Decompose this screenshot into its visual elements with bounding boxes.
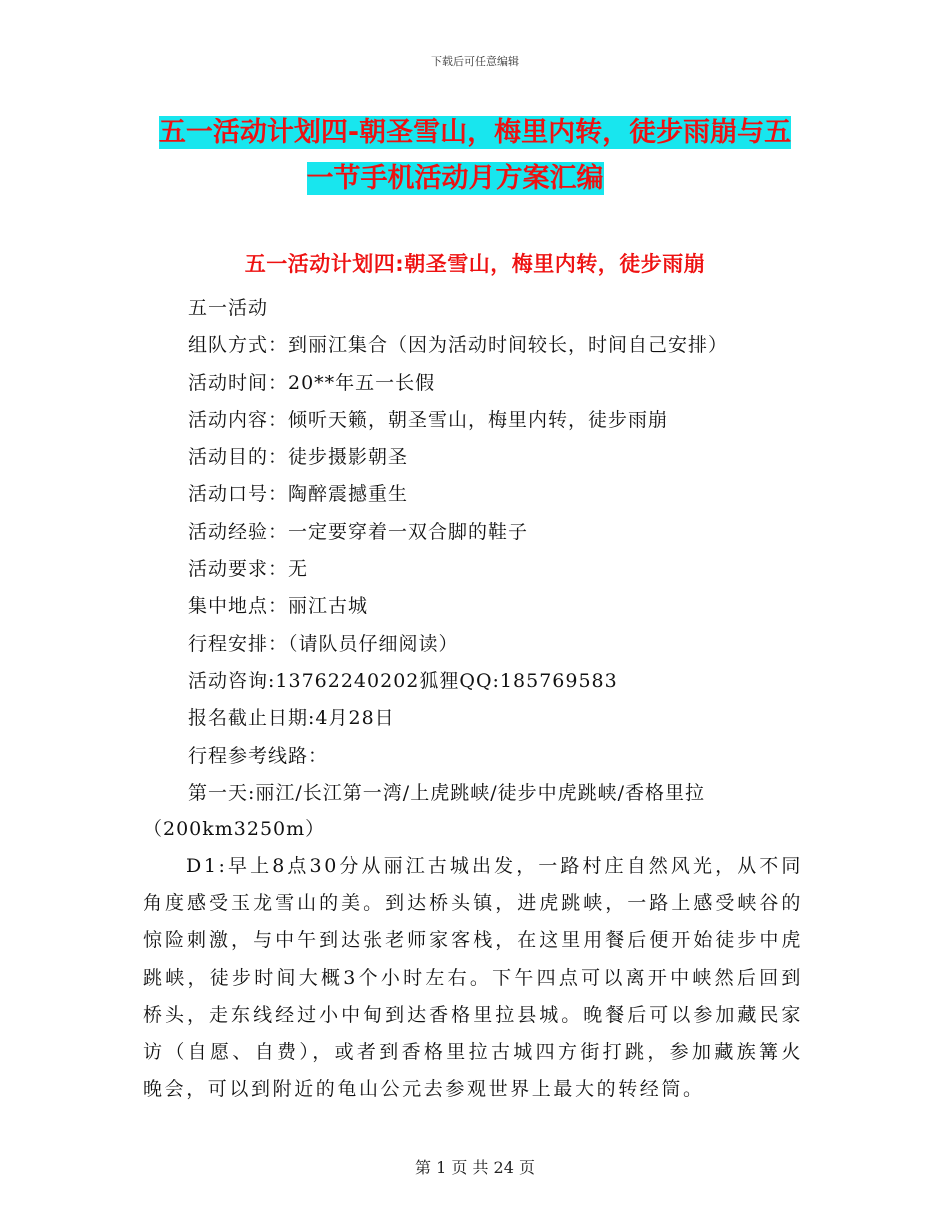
document-title	[0, 110, 950, 202]
body-line: 报名截止日期:4月28日	[188, 707, 395, 730]
body-line: 活动经验：一定要穿着一双合脚的鞋子	[188, 520, 529, 543]
title-line-2: 一节手机活动月方案汇编	[306, 163, 604, 194]
page-number: 第 1 页 共 24 页	[415, 1158, 535, 1177]
title-line-1: 五一活动计划四-朝圣雪山，梅里内转，徒步雨崩与五	[158, 117, 792, 148]
section-heading: 五一活动计划四:朝圣雪山，梅里内转，徒步雨崩	[244, 252, 706, 276]
activity-info-list	[188, 290, 808, 812]
body-line: 活动内容：倾听天籁，朝圣雪山，梅里内转，徒步雨崩	[188, 408, 669, 431]
body-line: 五一活动	[188, 297, 269, 319]
body-line: 活动时间：20**年五一长假	[188, 371, 436, 394]
header-note: 下载后可任意编辑	[431, 55, 519, 68]
route-distance: （200km3250m）	[143, 818, 326, 840]
body-line: 组队方式：到丽江集合（因为活动时间较长，时间自己安排）	[188, 334, 729, 357]
body-line: 活动要求：无	[188, 558, 309, 581]
body-line: 活动咨询:13762240202狐狸QQ:185769583	[188, 669, 618, 692]
body-line: 行程安排：（请队员仔细阅读）	[188, 632, 459, 655]
body-line: 第一天:丽江/长江第一湾/上虎跳峡/徒步中虎跳峡/香格里拉	[188, 781, 706, 804]
day-one-paragraph: D1:早上8点30分从丽江古城出发，一路村庄自然风光，从不同角度感受玉龙雪山的美。到达桥头镇，进虎跳峡，一路上感受峡谷的惊险刺激，与中午到达张老师家客栈，在这里用餐后便开始徒步中虎跳峡，徒步时间大概3个小时左右。下午四点可以离开中峡然后回到桥头，走东线经过小中甸到达香格里拉县城。晚餐后可以参加藏民家访（自愿、自费），或者到香格里拉古城四方街打跳，参加藏族篝火晚会，可以到附近的龟山公元去参观世界上最大的转经筒。	[143, 855, 803, 1101]
body-line: 活动口号：陶醉震撼重生	[188, 483, 409, 506]
body-line: 行程参考线路：	[188, 744, 329, 767]
body-line: 集中地点：丽江古城	[188, 595, 369, 618]
body-line: 活动目的：徒步摄影朝圣	[188, 446, 409, 469]
